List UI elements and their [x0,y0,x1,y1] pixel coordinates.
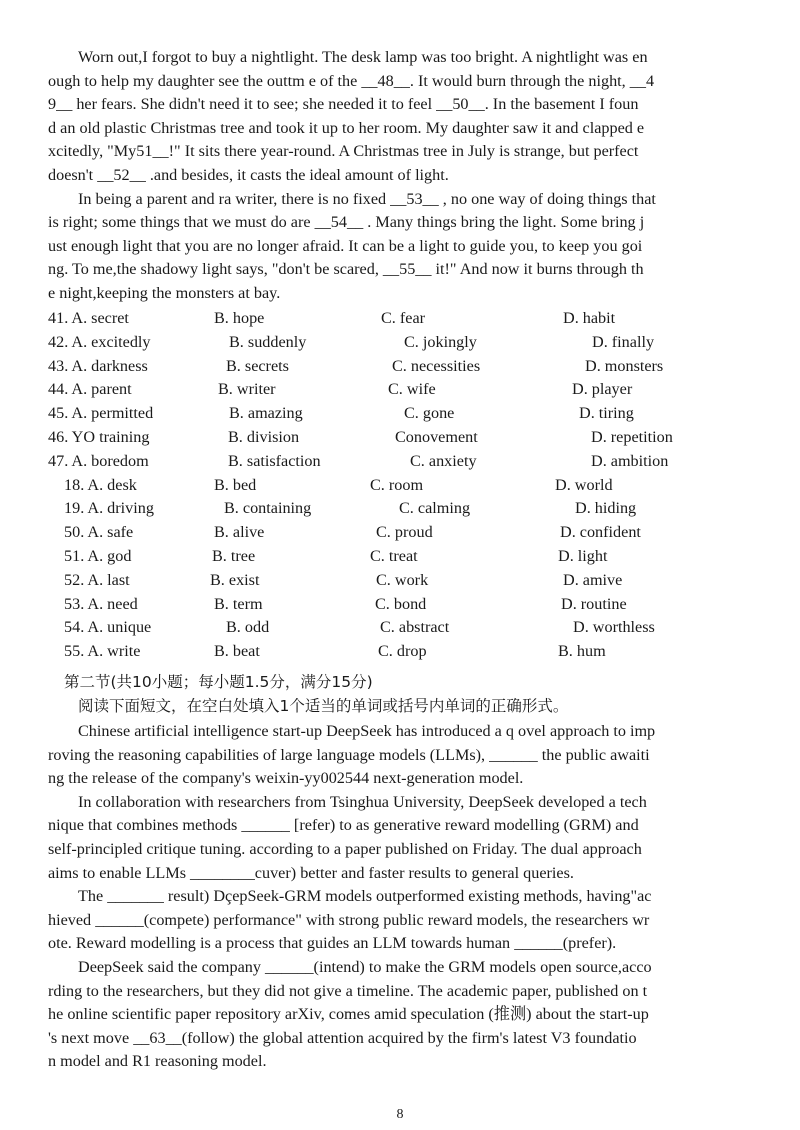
option-a: 52. A. last [64,570,130,589]
section-2-instruction: 阅读下面短文，在空白处填入1个适当的单词或括号内单词的正确形式。 [78,697,569,715]
option-row [48,642,750,666]
option-row [48,380,750,404]
option-a: 46. YO training [48,427,150,446]
option-c: C. anxiety [410,451,477,470]
passage-1-line: e night,keeping the monsters at bay. [48,283,281,302]
option-d: D. world [555,475,613,494]
option-b: B. term [214,594,263,613]
option-b: B. writer [218,380,276,399]
option-b: B. tree [212,546,256,565]
page-number: 8 [396,1107,404,1122]
option-d: D. finally [592,332,655,351]
option-a: 41. A. secret [48,309,129,327]
option-a: 51. A. god [64,546,132,565]
section-2-title: 第二节(共10小题；每小题1.5分，满分15分) [64,673,373,691]
option-b: B. alive [214,523,265,542]
option-b: B. satisfaction [228,451,321,470]
passage-2-line: he online scientific paper repository arXiv, comes amid speculation (推测) about the start-up [48,1005,649,1024]
option-d: D. player [572,380,633,399]
option-row [48,428,750,452]
passage-1-line: ng. To me,the shadowy light says, "don't be scared, __55__ it!" And now it burns through th [48,260,644,279]
passage-1-line: is right; some things that we must do are __54__ . Many things bring the light. Some bring j [48,213,645,232]
option-a: 42. A. excitedly [48,332,151,351]
option-c: C. drop [378,642,427,661]
passage-2 [48,720,750,1074]
option-row [48,618,750,642]
option-b: B. hope [214,309,265,327]
passage-2-line: aims to enable LLMs ________cuver) better and faster results to general queries. [48,863,574,882]
option-row [48,571,750,595]
option-d: D. ambition [591,451,669,470]
passage-2-line: self-principled critique tuning. according to a paper published on Friday. The dual approach [48,839,642,858]
option-a: 53. A. need [64,594,138,613]
option-d: D. monsters [585,356,664,375]
option-d: D. light [558,546,608,565]
option-c: C. fear [381,309,426,327]
passage-2-line: Chinese artificial intelligence start-up DeepSeek has introduced a q ovel approach to imp [78,722,656,740]
option-d: D. repetition [591,427,673,446]
option-a: 45. A. permitted [48,404,154,423]
option-row [48,547,750,571]
passage-2-line: rding to the researchers, but they did not give a timeline. The academic paper, published on t [48,981,648,1000]
option-b: B. beat [214,642,260,661]
option-c: C. room [370,475,424,494]
option-row [48,404,750,428]
option-a: 18. A. desk [64,475,137,494]
option-b: B. containing [224,499,312,518]
option-b: B. bed [214,475,257,494]
passage-1-line: Worn out,I forgot to buy a nightlight. The desk lamp was too bright. A nightlight was en [78,48,648,66]
passage-2-line: ote. Reward modelling is a process that guides an LLM towards human ______(prefer). [48,934,617,953]
option-row [48,499,750,523]
option-c: C. calming [399,499,471,518]
option-d: D. hiding [575,499,637,518]
passage-1-line: 9__ her fears. She didn't need it to see; she needed it to feel __50__. In the basement I foun [48,95,639,114]
option-a: 50. A. safe [64,523,134,542]
passage-1-line: ust enough light that you are no longer afraid. It can be a light to guide you, to keep you goi [48,236,643,255]
passage-2-line: The _______ result) DçepSeek-GRM models outperformed existing methods, having"ac [78,887,652,906]
option-b: B. division [228,427,300,446]
option-d: D. amive [563,570,623,589]
passage-1-line: ough to help my daughter see the outtm e of the __48__. It would burn through the night, __4 [48,71,655,90]
option-a: 54. A. unique [64,618,152,637]
option-c: Conovement [395,427,478,446]
option-c: C. wife [388,380,436,399]
passage-2-line: In collaboration with researchers from Tsinghua University, DeepSeek developed a tech [78,792,647,811]
option-b: B. odd [226,618,270,637]
option-row [48,357,750,381]
options-list [48,309,750,666]
option-c: C. gone [404,404,455,423]
option-c: C. proud [376,523,433,542]
option-row [48,333,750,357]
option-a: 55. A. write [64,642,141,661]
option-c: C. treat [370,546,418,565]
option-c: C. work [376,570,429,589]
option-c: C. necessities [392,356,481,375]
option-a: 43. A. darkness [48,356,148,375]
option-b: B. secrets [226,356,289,375]
option-a: 44. A. parent [48,380,132,399]
option-b: B. suddenly [229,332,307,351]
option-row [48,309,750,333]
option-a: 47. A. boredom [48,451,149,470]
option-d: B. hum [558,642,606,661]
passage-2-line: nique that combines methods ______ [refer) to as generative reward modelling (GRM) and [48,816,639,835]
option-c: C. abstract [380,618,450,637]
option-row [48,476,750,500]
option-d: D. habit [563,309,616,327]
passage-1-line: doesn't __52__ .and besides, it casts the ideal amount of light. [48,165,449,184]
option-d: D. tiring [579,404,634,423]
option-row [48,523,750,547]
passage-2-line: ng the release of the company's weixin-yy002544 next-generation model. [48,769,524,788]
option-row [48,452,750,476]
option-b: B. exist [210,570,260,589]
passage-2-line: 's next move __63__(follow) the global attention acquired by the firm's latest V3 foundatio [48,1028,637,1047]
option-a: 19. A. driving [64,499,154,518]
option-d: D. worthless [573,618,655,637]
option-d: D. routine [561,594,627,613]
passage-1-line: d an old plastic Christmas tree and took it up to her room. My daughter saw it and clapped e [48,118,645,137]
passage-2-line: roving the reasoning capabilities of large language models (LLMs), ______ the public awaiti [48,745,650,764]
passage-1-line: xcitedly, "My51__!" It sits there year-round. A Christmas tree in July is strange, but perfect [48,142,639,161]
passage-2-line: n model and R1 reasoning model. [48,1052,267,1071]
option-c: C. jokingly [404,332,477,351]
passage-2-line: hieved ______(compete) performance" with strong public reward models, the researchers wr [48,910,650,929]
passage-1-line: In being a parent and ra writer, there is no fixed __53__ , no one way of doing things that [78,189,656,208]
passage-2-line: DeepSeek said the company ______(intend) to make the GRM models open source,acco [78,957,652,976]
option-b: B. amazing [229,404,303,423]
option-c: C. bond [375,594,427,613]
option-d: D. confident [560,523,641,542]
passage-1 [48,46,750,306]
option-row [48,595,750,619]
